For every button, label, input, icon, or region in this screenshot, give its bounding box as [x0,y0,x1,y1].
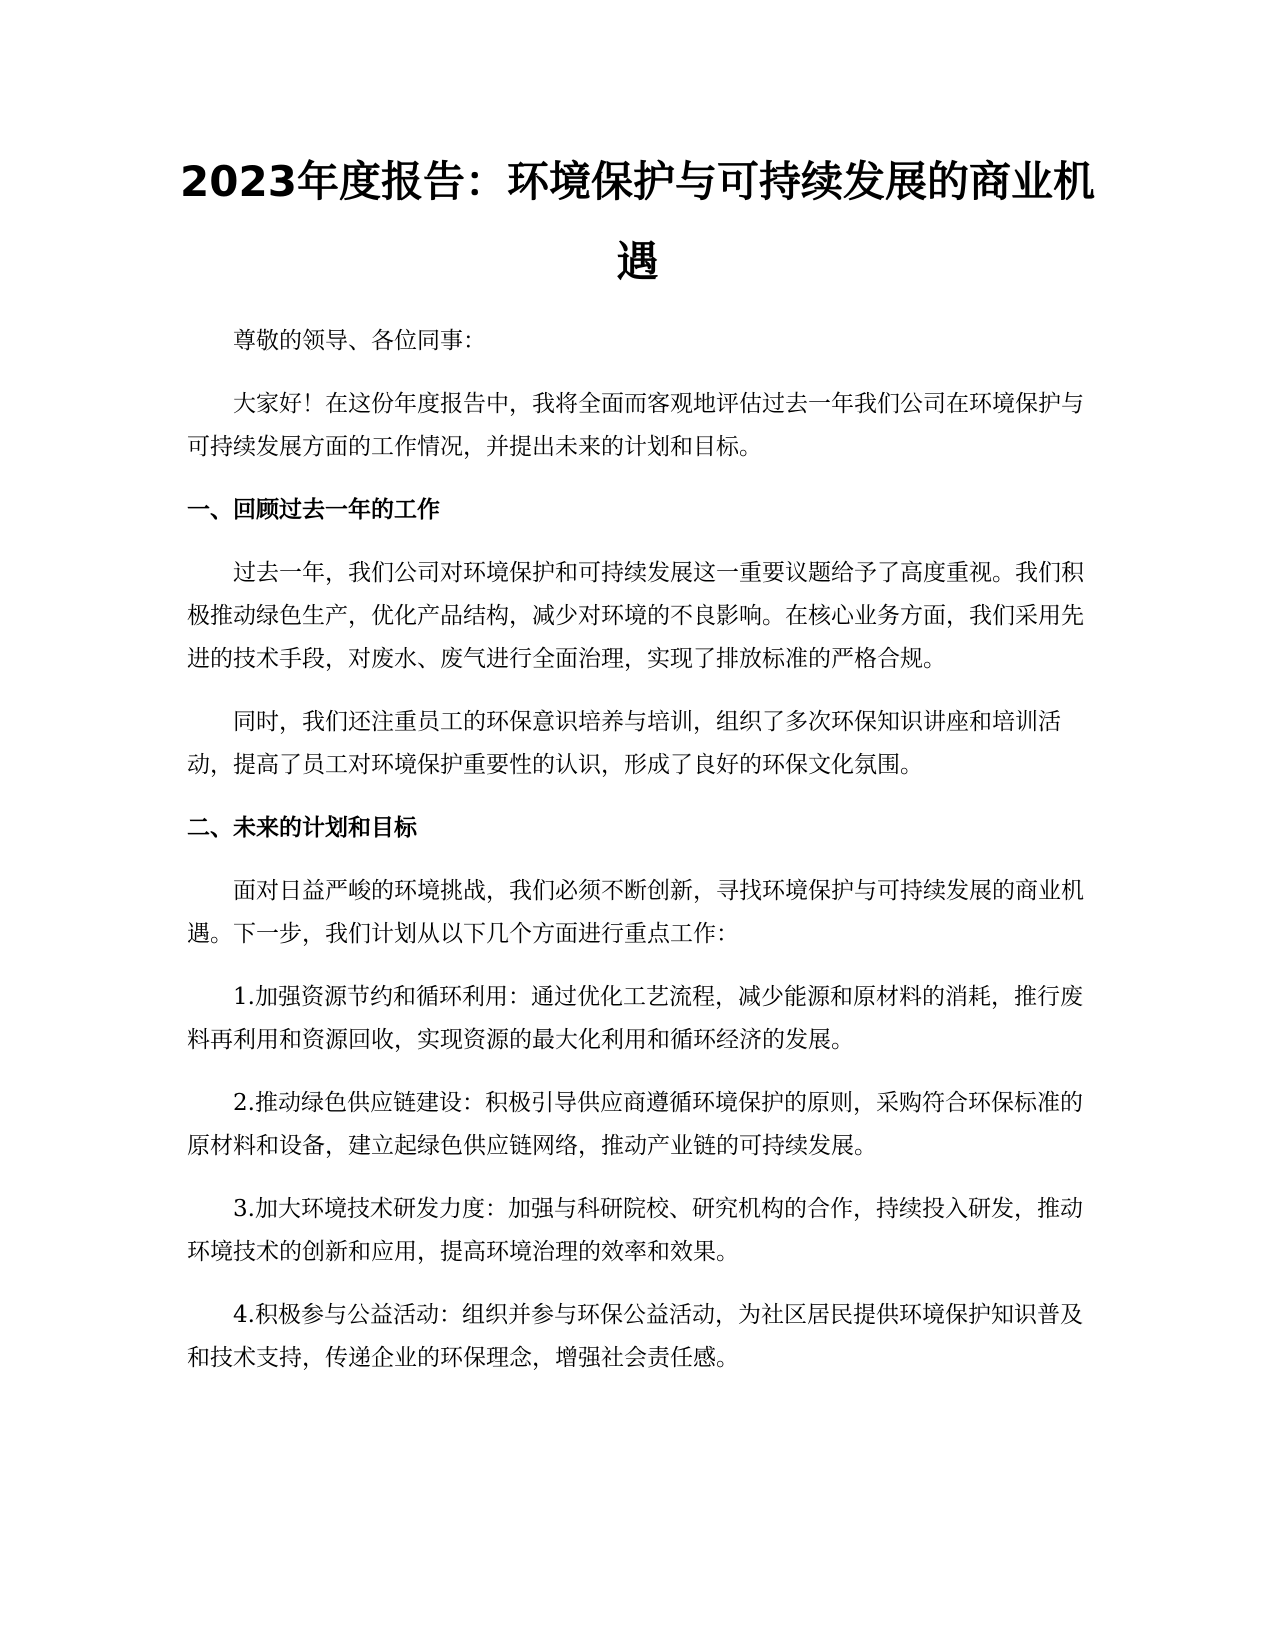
plan-item-4: 4.积极参与公益活动：组织并参与环保公益活动，为社区居民提供环境保护知识普及和技术支持，传递企业的环保理念，增强社会责任感。 [187,1302,1083,1371]
greeting-paragraph: 尊敬的领导、各位同事： [233,328,486,354]
section-1-paragraph-1: 过去一年，我们公司对环境保护和可持续发展这一重要议题给予了高度重视。我们积极推动绿色生产，优化产品结构，减少对环境的不良影响。在核心业务方面，我们采用先进的技术手段，对废水、废气进行全面治理，实现了排放标准的严格合规。 [187,560,1084,672]
section-1-paragraph-2: 同时，我们还注重员工的环保意识培养与培训，组织了多次环保知识讲座和培训活动，提高了员工对环境保护重要性的认识，形成了良好的环保文化氛围。 [187,709,1061,778]
document-body [187,320,1089,1400]
document-title: 2023年度报告：环境保护与可持续发展的商业机遇 [180,157,1095,286]
plan-item-1: 1.加强资源节约和循环利用：通过优化工艺流程，减少能源和原材料的消耗，推行废料再利用和资源回收，实现资源的最大化利用和循环经济的发展。 [187,984,1083,1053]
section-2-heading: 二、未来的计划和目标 [187,815,417,841]
plan-item-3: 3.加大环境技术研发力度：加强与科研院校、研究机构的合作，持续投入研发，推动环境技术的创新和应用，提高环境治理的效率和效果。 [187,1196,1083,1265]
plan-item-2: 2.推动绿色供应链建设：积极引导供应商遵循环境保护的原则，采购符合环保标准的原材料和设备，建立起绿色供应链网络，推动产业链的可持续发展。 [187,1090,1083,1159]
section-2-paragraph-1: 面对日益严峻的环境挑战，我们必须不断创新，寻找环境保护与可持续发展的商业机遇。下一步，我们计划从以下几个方面进行重点工作： [187,878,1084,947]
intro-paragraph: 大家好！在这份年度报告中，我将全面而客观地评估过去一年我们公司在环境保护与可持续发展方面的工作情况，并提出未来的计划和目标。 [187,391,1084,460]
section-1-heading: 一、回顾过去一年的工作 [187,497,440,523]
